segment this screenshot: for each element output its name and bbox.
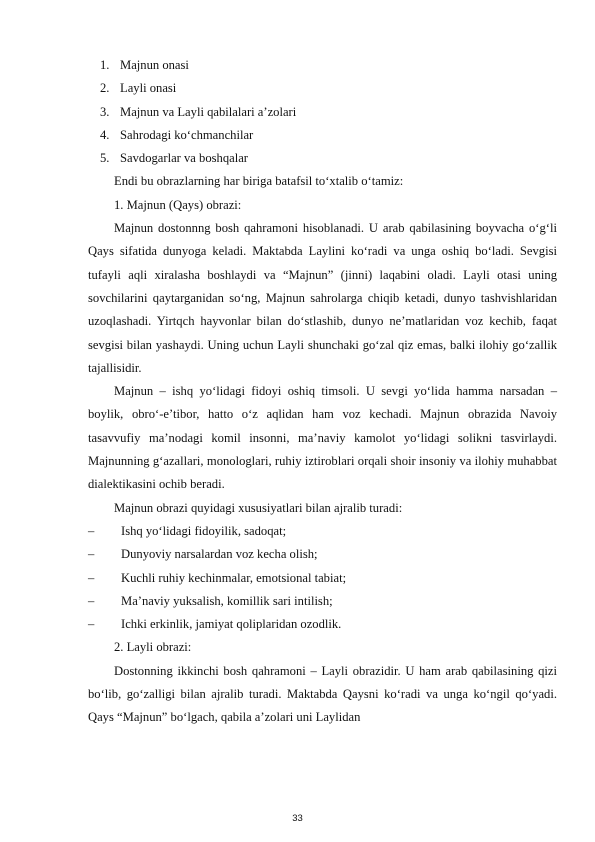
list-item — [88, 543, 557, 566]
list-item-text: Majnun onasi — [120, 58, 189, 72]
dash-bullet: – — [88, 570, 95, 585]
list-item-text: Sahrodagi ko‘chmanchilar — [120, 127, 254, 142]
characters-list — [100, 54, 557, 170]
intro-line: Endi bu obrazlarning har biriga batafsil to‘xtalib o‘tamiz: — [114, 174, 404, 189]
list-item — [100, 101, 557, 124]
section-heading-layli: 2. Layli obrazi: — [114, 640, 192, 655]
dash-bullet: – — [88, 547, 95, 562]
list-item-text: Dunyoviy narsalardan voz kecha olish; — [121, 547, 318, 562]
list-item-text: Ishq yo‘lidagi fidoyilik, sadoqat; — [121, 523, 287, 538]
page-content — [88, 54, 557, 730]
section-heading-majnun: 1. Majnun (Qays) obrazi: — [114, 197, 242, 212]
dash-bullet: – — [88, 523, 95, 538]
list-number: 4. — [100, 127, 110, 142]
list-number: 5. — [100, 151, 110, 166]
page-number: 33 — [292, 813, 303, 824]
list-item — [100, 77, 557, 100]
list-number: 2. — [100, 81, 110, 96]
dash-bullet: – — [88, 593, 95, 608]
paragraph: Majnun – ishq yo‘lidagi fidoyi oshiq timsoli. U sevgi yo‘lida hamma narsadan – boylik, obro‘-e’tibor, hatto o‘z aqlidan ham voz kechadi. Majnun obrazida Navoiy tasavvufiy ma’nodagi komil insonni, ma’naviy kamolot yo‘lidagi solikni tasvirlaydi. Majnunning g‘azallari, monologlari, ruhiy iztiroblari orqali shoir insoniy va ilohiy muhabbat dialektikasini ochib beradi. — [88, 384, 557, 492]
list-item — [88, 520, 557, 543]
list-item — [100, 124, 557, 147]
list-number: 3. — [100, 104, 110, 119]
paragraph: Majnun dostonnng bosh qahramoni hisoblanadi. U arab qabilasining boyvacha o‘g‘li Qays sifatida dunyoga keladi. Maktabda Laylini ko‘radi va unga oshiq bo‘ladi. Sevgisi tufayli aqli xiralasha boshlaydi va “Majnun” (jinni) laqabini oladi. Layli otasi uning sovchilarini qaytarganidan so‘ng, Majnun sahrolarga chiqib ketadi, dunyo tashvishlaridan uzoqlashadi. Yirtqch hayvonlar bilan do‘stlashib, dunyo ne’matlaridan voz kechib, faqat sevgisi bilan yashaydi. Uning uchun Layli shunchaki go‘zal qiz emas, balki ilohiy go‘zallik tajallisidir. — [88, 221, 557, 375]
features-intro: Majnun obrazi quyidagi xususiyatlari bilan ajralib turadi: — [114, 500, 403, 515]
list-item — [88, 567, 557, 590]
layli-description — [88, 660, 557, 730]
list-item-text: Layli onasi — [120, 81, 177, 96]
features-list — [88, 520, 557, 636]
list-item-text: Savdogarlar va boshqalar — [120, 151, 248, 166]
list-item — [88, 613, 557, 636]
list-item-text: Kuchli ruhiy kechinmalar, emotsional tabiat; — [121, 570, 347, 585]
majnun-description — [88, 217, 557, 520]
list-item-text: Ichki erkinlik, jamiyat qoliplaridan ozodlik. — [121, 617, 342, 632]
list-item — [100, 147, 557, 170]
list-item — [88, 590, 557, 613]
list-item-text: Majnun va Layli qabilalari a’zolari — [120, 104, 297, 119]
list-item-text: Ma’naviy yuksalish, komillik sari intilish; — [121, 593, 333, 608]
list-item — [100, 54, 557, 77]
dash-bullet: – — [88, 617, 95, 632]
list-number: 1. — [100, 58, 110, 72]
paragraph: Dostonning ikkinchi bosh qahramoni – Layli obrazidir. U ham arab qabilasining qizi bo‘lib, go‘zalligi bilan ajralib turadi. Maktabda Qaysni ko‘radi va unga ko‘ngil qo‘yadi. Qays “Majnun” bo‘lgach, qabila a’zolari uni Laylidan — [88, 663, 557, 725]
